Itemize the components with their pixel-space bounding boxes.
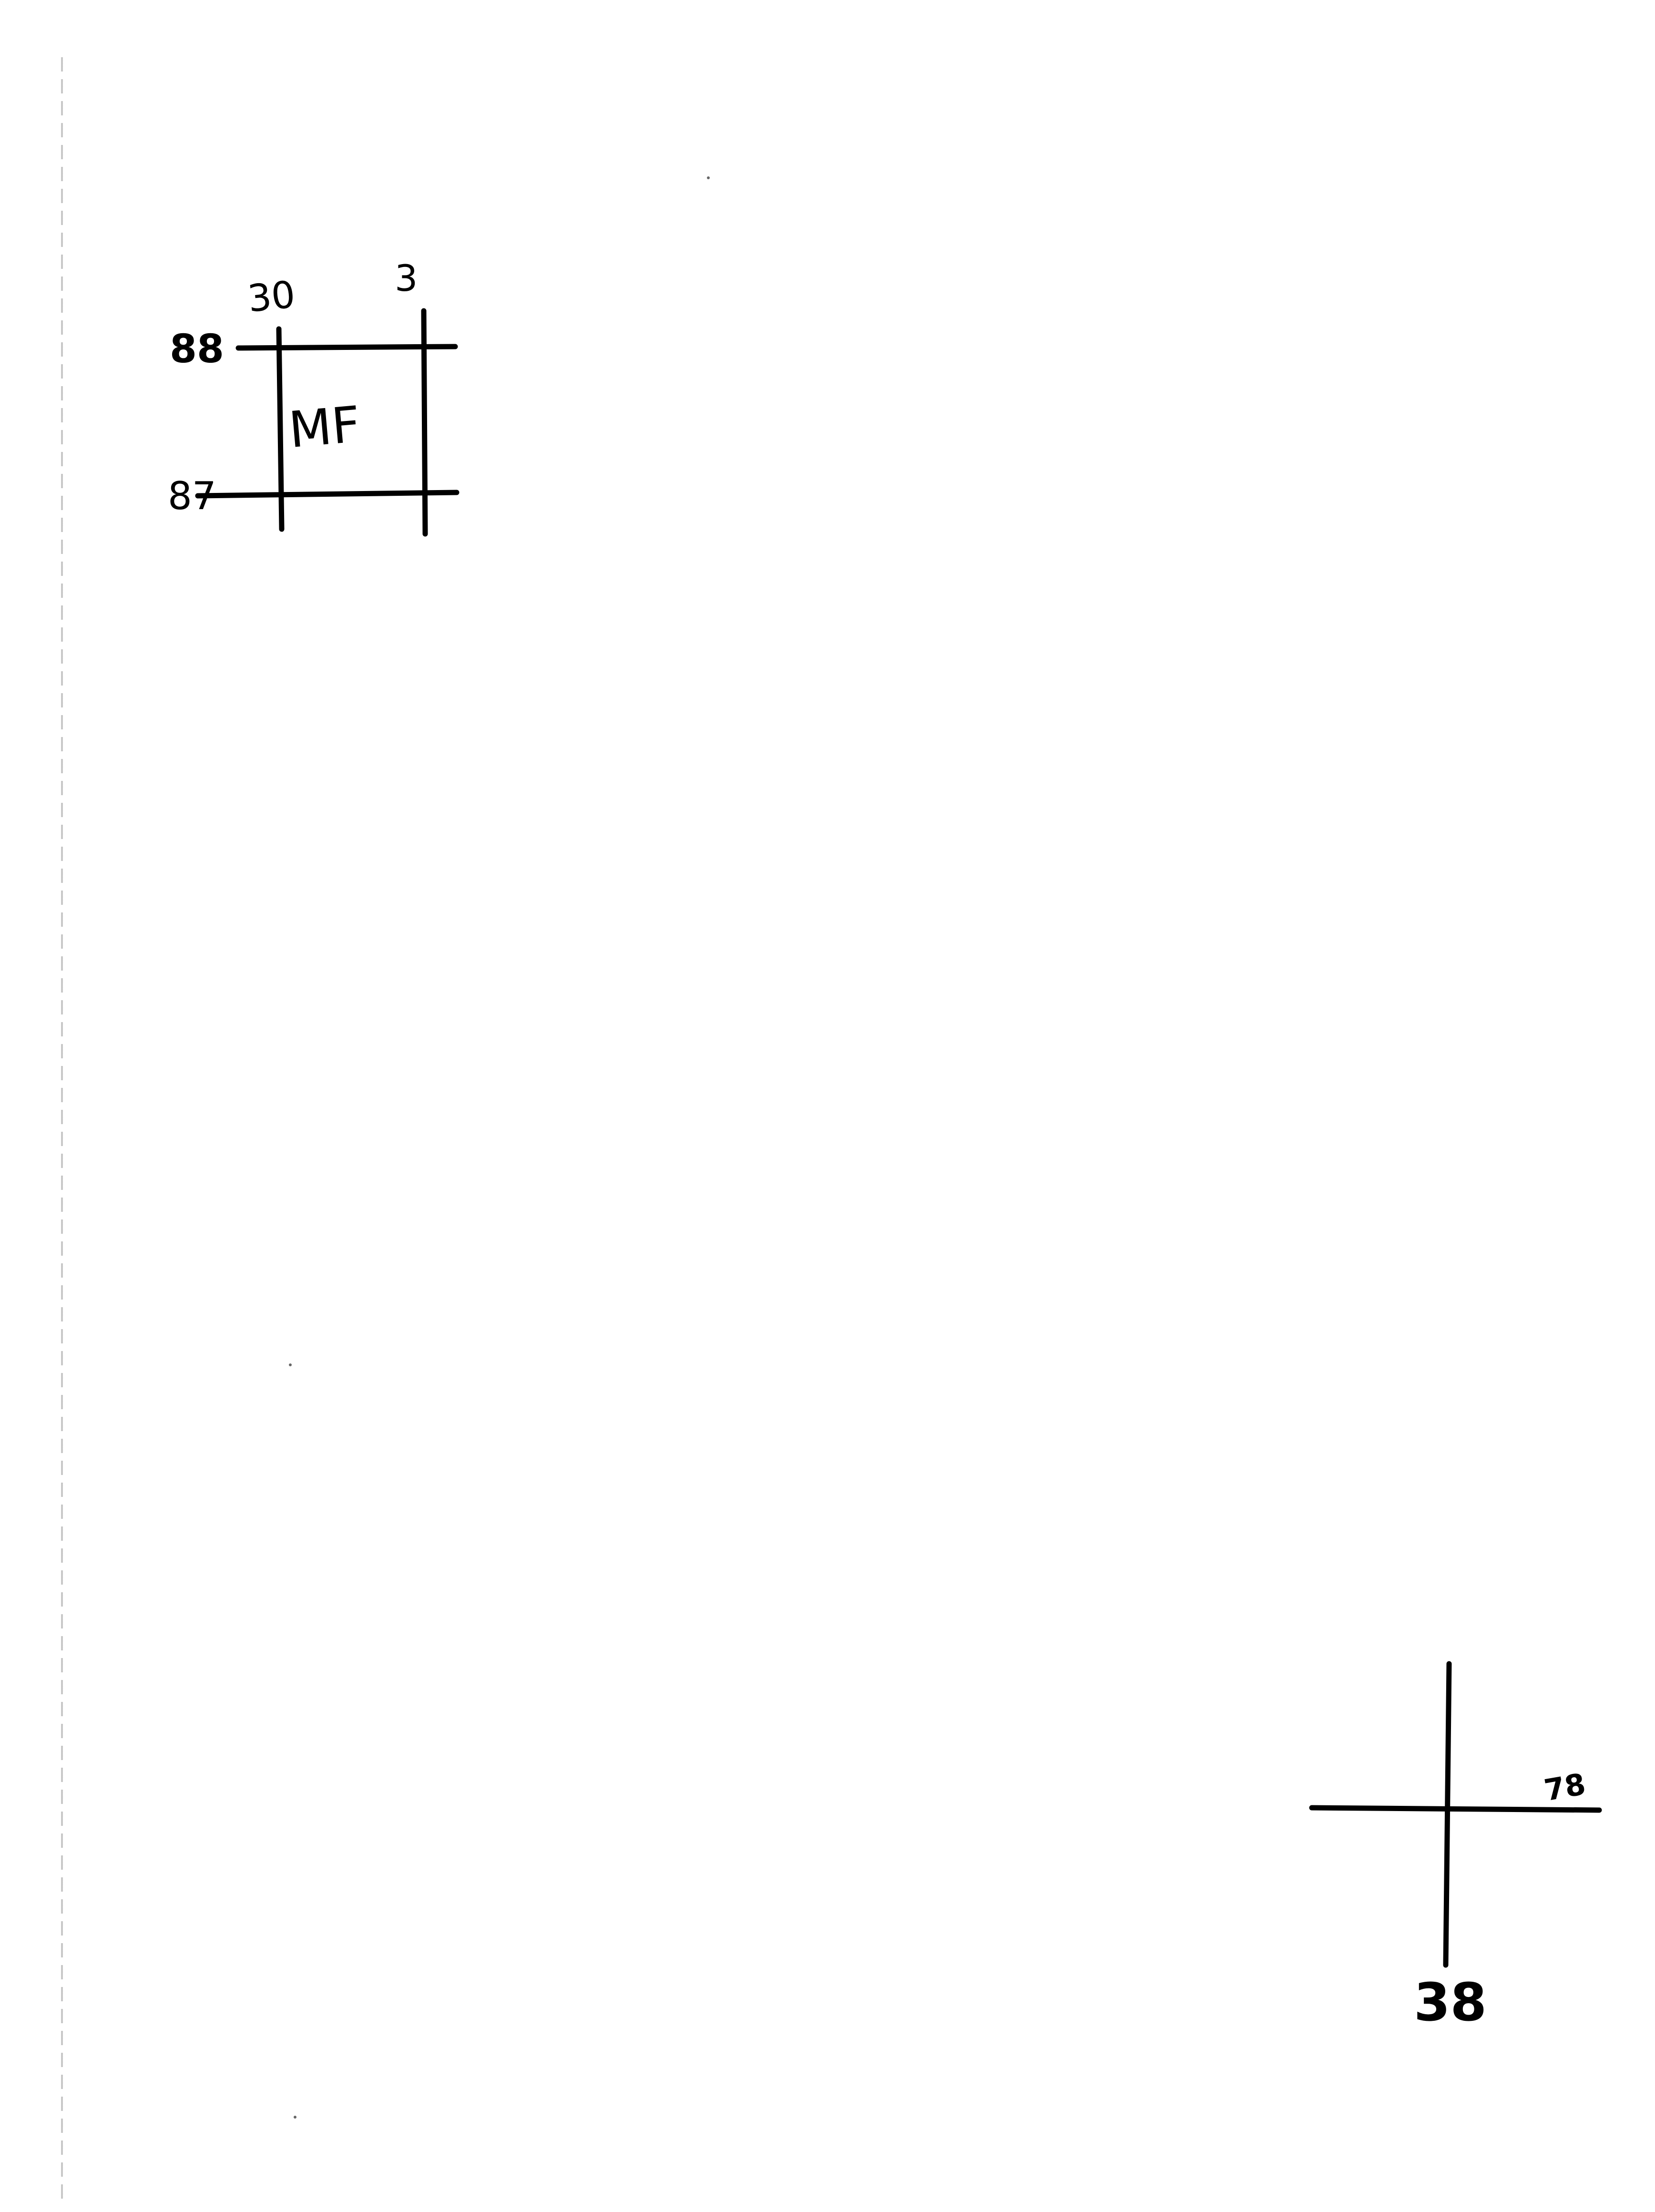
cross-line-horizontal [1312,1808,1599,1810]
column-label-left: 30 [245,273,297,321]
cross-label-vertical: 38 [1414,1972,1487,2033]
grid-mark [168,257,457,534]
cross-label-horizontal: 78 [1542,1766,1588,1808]
grid-line-right [424,311,425,534]
column-label-right: 3 [395,257,418,299]
row-label-bottom: 87 [168,474,216,518]
cell-label: MF [286,395,363,460]
grid-line-left [279,329,282,529]
grid-line-bottom [198,492,457,496]
cross-line-vertical [1446,1664,1449,1965]
row-label-top: 88 [170,327,225,372]
cross-mark [1312,1664,1599,2033]
